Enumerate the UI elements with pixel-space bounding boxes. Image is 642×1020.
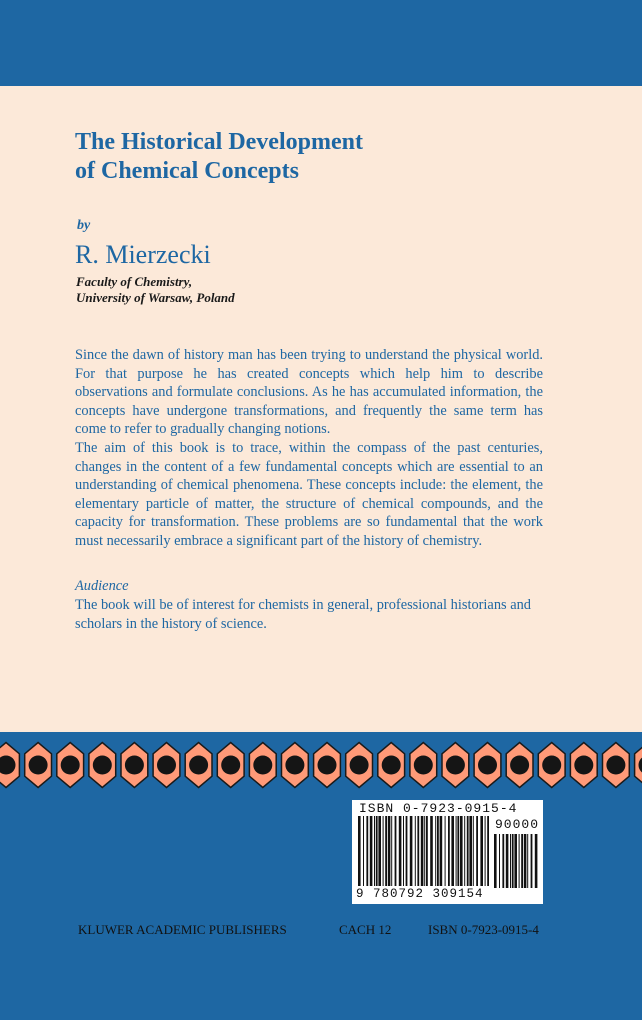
hexagon-hole <box>221 756 240 775</box>
affiliation-line-2: University of Warsaw, Poland <box>76 290 235 305</box>
barcode-bar <box>388 816 391 886</box>
barcode-bar <box>406 816 408 886</box>
barcode-bar <box>527 834 528 888</box>
barcode-bar <box>494 834 497 888</box>
barcode-bar <box>457 816 459 886</box>
barcode-bar <box>410 816 413 886</box>
hexagon-hole <box>606 756 625 775</box>
barcode-bar <box>469 816 472 886</box>
series-code: CACH 12 <box>339 922 392 937</box>
barcode-bar <box>480 816 483 886</box>
hexagon-hole <box>93 756 112 775</box>
description-paragraph-1: Since the dawn of history man has been trying to understand the physical world. For that purpose he has created concepts which help him to describe observations and formulate conclusions. As he has accumulated information, the concepts have undergone transformations, and frequently the same term has come to refer to gradually changing notions. <box>75 347 543 438</box>
author-affiliation <box>76 274 235 306</box>
barcode-bar <box>417 816 419 886</box>
barcode-bar <box>363 816 364 886</box>
book-description <box>75 346 543 551</box>
barcode-addon-bars <box>494 834 538 888</box>
hexagon-hole <box>414 756 433 775</box>
book-title <box>75 128 595 186</box>
barcode-bar <box>535 834 538 888</box>
title-line-2: of Chemical Concepts <box>75 158 299 184</box>
hexagon-hole <box>478 756 497 775</box>
barcode-box <box>352 800 543 904</box>
hexagon-pattern-strip <box>0 736 642 794</box>
barcode-bar <box>445 816 446 886</box>
barcode-bar <box>395 816 397 886</box>
hexagon-hole <box>382 756 401 775</box>
barcode-bar <box>473 816 474 886</box>
barcode-bar <box>358 816 361 886</box>
barcode-bar <box>391 816 392 886</box>
hexagon-hole <box>189 756 208 775</box>
hexagon-hole <box>61 756 80 775</box>
publisher-name: KLUWER ACADEMIC PUBLISHERS <box>78 922 287 937</box>
barcode-bar <box>531 834 533 888</box>
barcode-bar <box>510 834 511 888</box>
hexagon-hole <box>285 756 304 775</box>
barcode-bar <box>374 816 375 886</box>
barcode-bar <box>370 816 373 886</box>
affiliation-line-1: Faculty of Chemistry, <box>76 274 193 289</box>
barcode-bar <box>467 816 469 886</box>
hexagon-hole <box>318 756 337 775</box>
footer-isbn: ISBN 0-7923-0915-4 <box>428 922 539 937</box>
barcode-bar <box>460 816 463 886</box>
barcode-bar <box>464 816 465 886</box>
audience-text: The book will be of interest for chemists in general, professional historians and scholars in the history of science. <box>75 597 531 632</box>
barcode-bar <box>440 816 443 886</box>
barcode-bar <box>424 816 425 886</box>
barcode-bar <box>476 816 478 886</box>
barcode-bar <box>487 816 489 886</box>
barcode-bar <box>426 816 428 886</box>
barcode-bar <box>378 816 381 886</box>
hexagon-hole <box>157 756 176 775</box>
hexagon-row <box>0 743 642 788</box>
barcode-bar <box>403 816 404 886</box>
barcode-bar <box>399 816 402 886</box>
barcode-bar <box>448 816 450 886</box>
by-label: by <box>77 218 91 233</box>
hexagon-hole <box>125 756 144 775</box>
hexagon-hole <box>29 756 48 775</box>
barcode-bar <box>456 816 457 886</box>
barcode-digits: 9 780792 309154 <box>356 887 484 901</box>
hexagon-hole <box>510 756 529 775</box>
barcode-bar <box>499 834 500 888</box>
audience-heading: Audience <box>75 578 129 594</box>
author-name: R. Mierzecki <box>75 240 211 269</box>
barcode-price-code: 90000 <box>494 817 539 832</box>
barcode-bar <box>435 816 436 886</box>
barcode-bar <box>437 816 439 886</box>
barcode-bar <box>385 816 387 886</box>
barcode-bar <box>485 816 486 886</box>
barcode-bar <box>512 834 514 888</box>
barcode-bar <box>415 816 416 886</box>
barcode-bar <box>521 834 523 888</box>
barcode-isbn-label: ISBN 0-7923-0915-4 <box>359 801 518 816</box>
barcode-bar <box>451 816 454 886</box>
barcode-bar <box>366 816 368 886</box>
hexagon-hole <box>574 756 593 775</box>
barcode-bar <box>383 816 384 886</box>
hexagon-hole <box>542 756 561 775</box>
barcode-bar <box>430 816 433 886</box>
top-color-band <box>0 0 642 86</box>
barcode-bar <box>514 834 517 888</box>
barcode-bar <box>376 816 378 886</box>
hexagon-hole <box>350 756 369 775</box>
hexagon-hole <box>253 756 272 775</box>
barcode-bar <box>421 816 424 886</box>
barcode-bar <box>502 834 504 888</box>
barcode-bars <box>358 816 490 886</box>
hexagon-hole <box>446 756 465 775</box>
description-paragraph-2: The aim of this book is to trace, within the compass of the past centuries, changes in the content of a few fundamental concepts which are essential to an understanding of chemical phenomena. These concepts include: the element, the elementary particle of matter, the structure of chemical compounds, and the capacity for transformation. These problems are so fundamental that the work must necessarily embrace a significant part of the history of chemistry. <box>75 439 543 549</box>
barcode-bar <box>506 834 509 888</box>
barcode-bar <box>519 834 520 888</box>
title-line-1: The Historical Development <box>75 129 363 155</box>
barcode-bar <box>524 834 527 888</box>
